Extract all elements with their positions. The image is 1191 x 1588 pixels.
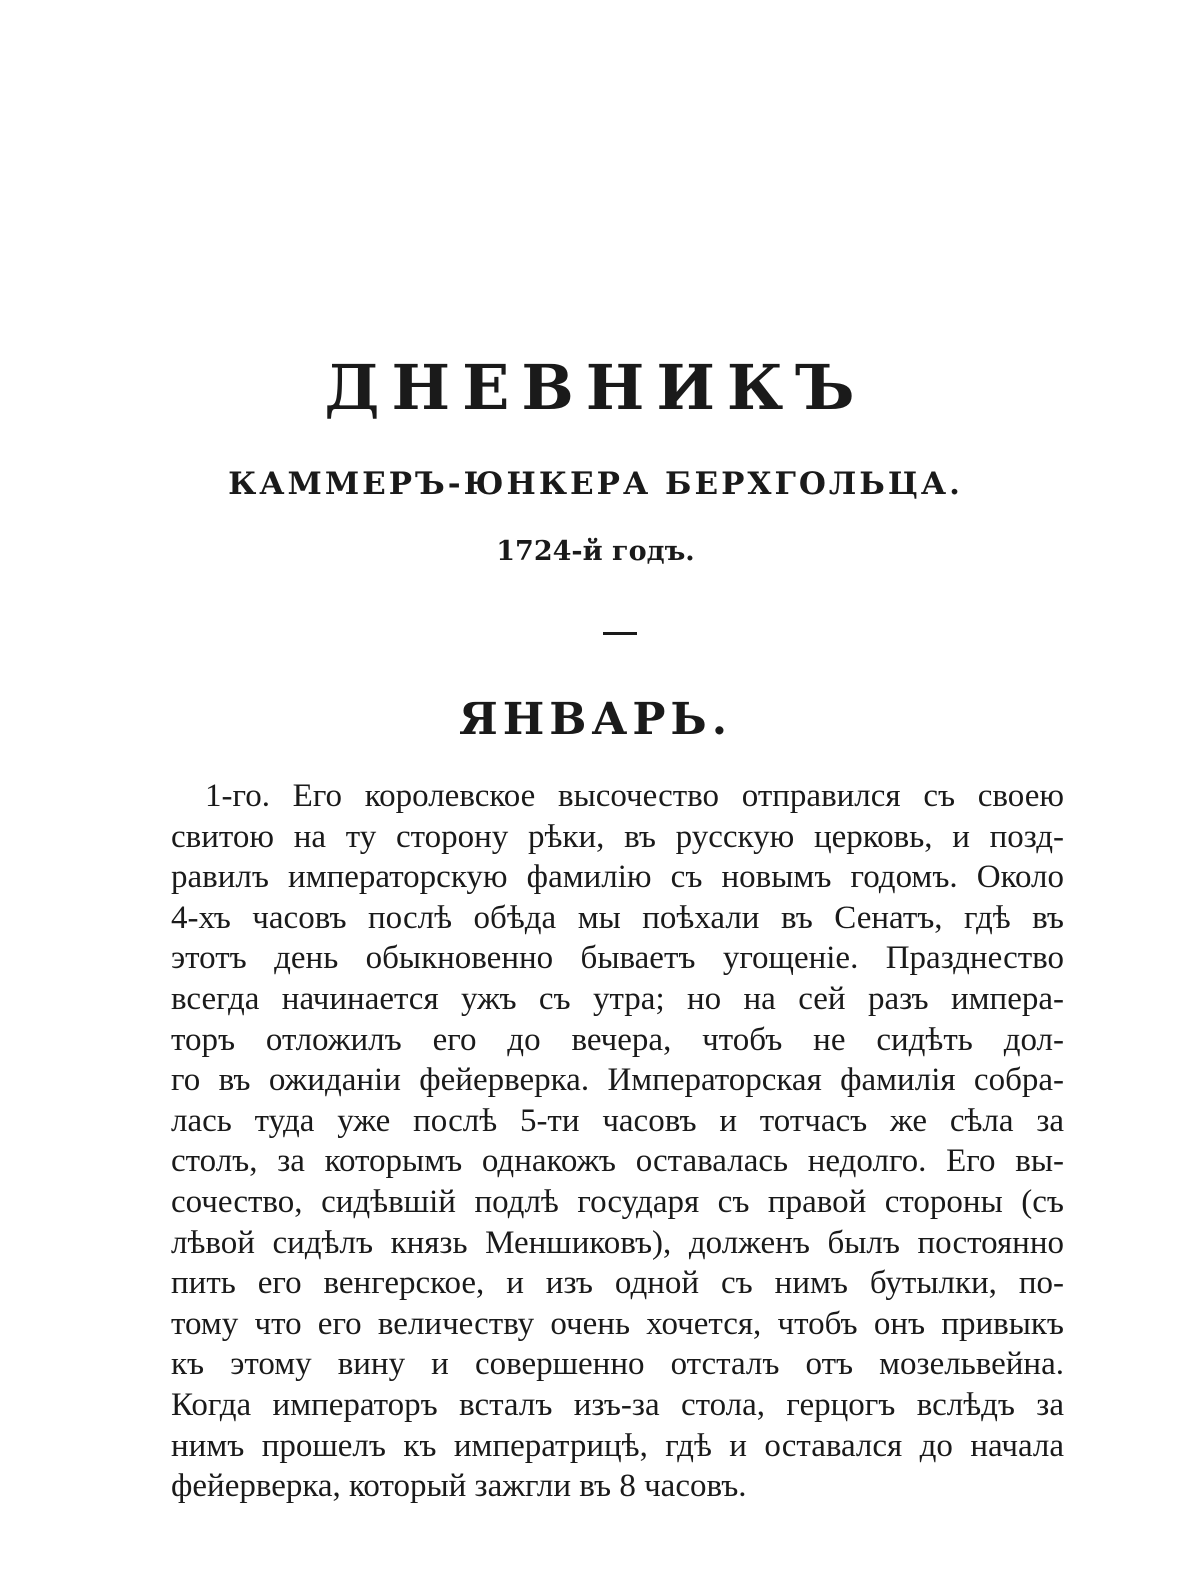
- body-line: 4-хъ часовъ послѣ обѣда мы поѣхали въ Сенатъ, гдѣ въ: [171, 899, 1064, 936]
- month-heading: ЯНВАРЬ.: [458, 694, 733, 745]
- body-line: свитою на ту сторону рѣки, въ русскую церковь, и позд-: [171, 818, 1064, 855]
- body-line: равилъ императорскую фамилію съ новымъ годомъ. Около: [171, 859, 1064, 896]
- body-line: къ этому вину и совершенно отсталъ отъ мозельвейна.: [171, 1346, 1064, 1383]
- body-line: го въ ожиданіи фейерверка. Императорская фамилія собра-: [171, 1062, 1064, 1099]
- body-line: нимъ прошелъ къ императрицѣ, гдѣ и оставался до начала: [171, 1427, 1064, 1464]
- body-line: всегда начинается ужъ съ утра; но на сей разъ импера-: [171, 980, 1064, 1017]
- body-line: 1-го. Его королевское высочество отправился съ своею: [205, 778, 1064, 814]
- body-line: лась туда уже послѣ 5-ти часовъ и тотчасъ же сѣла за: [171, 1102, 1064, 1139]
- year-heading: 1724-й годъ.: [496, 536, 695, 567]
- body-line: фейерверка, который зажгли въ 8 часовъ.: [171, 1468, 747, 1505]
- section-divider: [603, 632, 637, 635]
- body-line: торъ отложилъ его до вечера, чтобъ не сидѣть дол-: [171, 1021, 1064, 1058]
- body-line: пить его венгерское, и изъ одной съ нимъ бутылки, по-: [171, 1265, 1064, 1302]
- body-line: этотъ день обыкновенно бываетъ угощеніе. Празднество: [171, 940, 1064, 977]
- page-subtitle: КАММЕРЪ-ЮНКЕРА БЕРХГОЛЬЦА.: [228, 466, 963, 502]
- body-line: Когда императоръ всталъ изъ-за стола, герцогъ вслѣдъ за: [171, 1386, 1064, 1423]
- body-line: столъ, за которымъ однакожъ оставалась недолго. Его вы-: [171, 1143, 1064, 1180]
- body-line: сочество, сидѣвшій подлѣ государя съ правой стороны (съ: [171, 1183, 1064, 1220]
- page-title: ДНЕВНИКЪ: [324, 351, 867, 424]
- diary-entry: [171, 776, 1064, 1507]
- body-line: лѣвой сидѣлъ князь Меншиковъ), долженъ былъ постоянно: [171, 1224, 1064, 1261]
- body-line: тому что его величеству очень хочется, чтобъ онъ привыкъ: [171, 1305, 1064, 1342]
